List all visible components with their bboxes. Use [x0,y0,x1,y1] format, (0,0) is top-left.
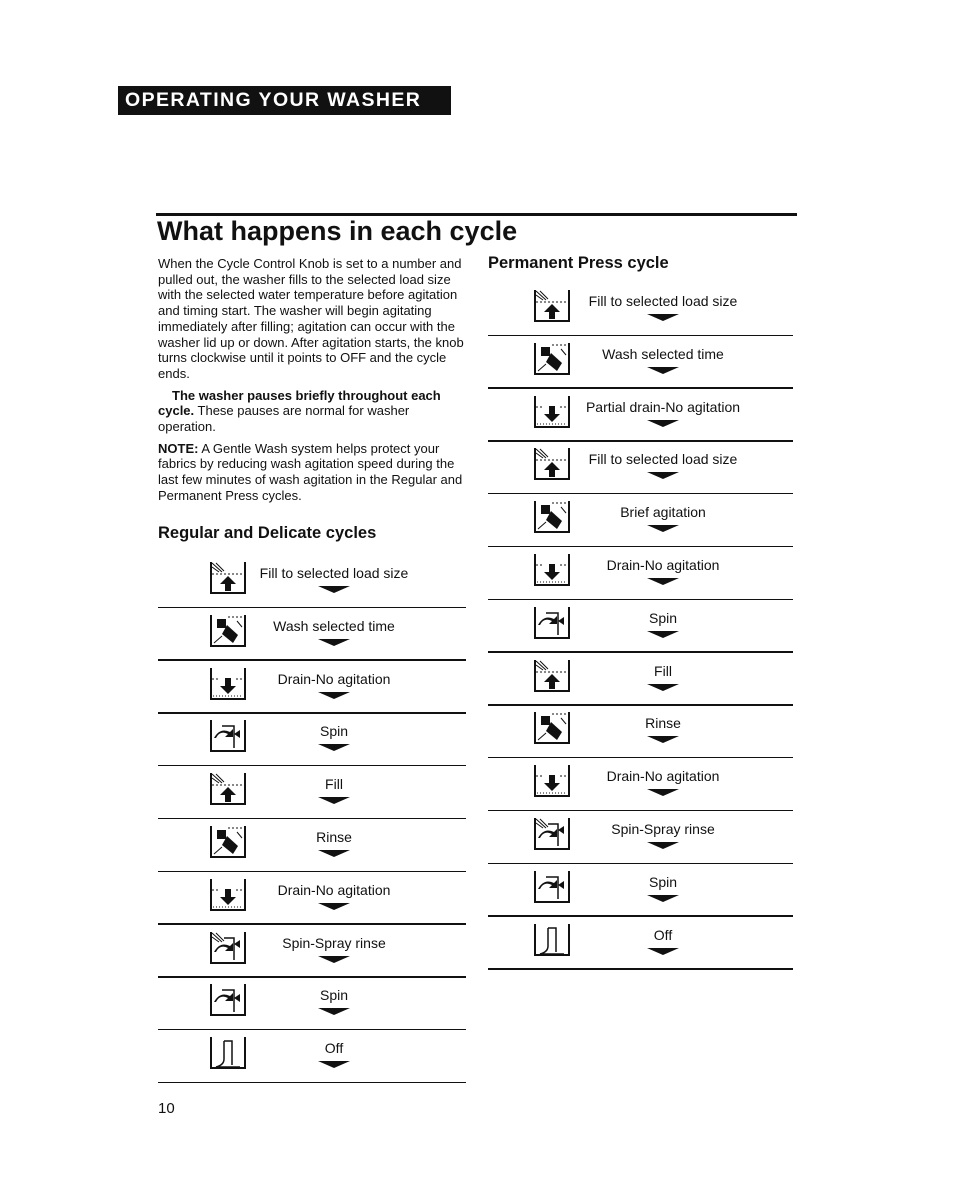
agitate-icon [532,499,572,535]
step-label: Off [653,926,673,943]
pause-note-text: These pauses are normal for washer operation. [158,403,410,435]
next-step-arrow [647,367,679,374]
agitate-icon [208,613,248,649]
step-label: Brief agitation [620,504,706,521]
next-step-arrow [318,744,350,751]
next-step-arrow [318,850,350,857]
spin-icon [208,718,248,754]
permanent-step-1 [488,283,793,336]
next-step-arrow [647,948,679,955]
permanent-step-9 [488,705,793,758]
fill-icon [208,560,248,596]
step-divider [158,1082,466,1084]
next-step-arrow [647,314,679,321]
step-label: Rinse [316,829,352,845]
spin-icon [532,869,572,905]
intro-paragraph-3 [158,441,466,504]
next-step-arrow [647,578,679,585]
regular-step-2 [158,608,466,661]
next-step-arrow [647,631,679,638]
page-number: 10 [158,1100,175,1117]
next-step-arrow [318,797,350,804]
step-label: Spin [319,723,349,740]
next-step-arrow [318,586,350,593]
step-label: Spin [648,609,678,626]
permanent-step-8 [488,653,793,706]
step-label: Drain-No agitation [277,881,391,898]
permanent-step-7 [488,600,793,653]
note-label: NOTE: [158,440,199,456]
next-step-arrow [647,842,679,849]
intro-paragraph-1: When the Cycle Control Knob is set to a number and pulled out, the washer fills to the selected load size with the selected water temperature before agitation and timing start. The washer will begin agitating immediately after filling; agitation can occur with the washer lid up or down. After agitation starts, the knob turns clockwise until it points to OFF and the cycle ends. [158,256,464,381]
pause-note-bold: The washer pauses briefly throughout each cycle. [158,387,441,419]
off-icon [208,1035,248,1071]
next-step-arrow [318,1061,350,1068]
step-label: Rinse [645,715,681,732]
fill-icon [532,658,572,694]
permanent-step-4 [488,441,793,494]
drain-icon [532,394,572,430]
note-text: A Gentle Wash system helps protect your fabrics by reducing wash agitation speed during the last few minutes of wash agitation in the Regular and Permanent Press cycles. [158,440,463,503]
step-divider [488,968,793,970]
regular-step-6 [158,819,466,872]
permanent-step-3 [488,389,793,442]
spin-spray-icon [532,816,572,852]
permanent-press-heading: Permanent Press cycle [488,254,669,272]
fill-icon [532,446,572,482]
regular-step-8 [158,925,466,978]
next-step-arrow [647,420,679,427]
drain-icon [532,552,572,588]
regular-step-9 [158,977,466,1030]
spin-icon [208,982,248,1018]
permanent-step-12 [488,864,793,917]
step-label: Spin-Spray rinse [282,934,386,951]
section-banner: OPERATING YOUR WASHER [118,86,451,115]
agitate-icon [208,824,248,860]
intro-text [158,256,466,504]
next-step-arrow [318,956,350,963]
step-label: Spin [648,873,678,890]
next-step-arrow [647,684,679,691]
next-step-arrow [318,639,350,646]
permanent-step-11 [488,811,793,864]
step-label: Drain-No agitation [606,768,720,785]
next-step-arrow [318,903,350,910]
permanent-step-5 [488,494,793,547]
spin-icon [532,605,572,641]
intro-paragraph-2 [158,388,466,435]
regular-step-4 [158,713,466,766]
permanent-step-10 [488,758,793,811]
permanent-step-2 [488,336,793,389]
step-label: Fill to selected load size [259,565,409,581]
step-label: Drain-No agitation [606,557,720,573]
drain-icon [208,666,248,702]
fill-icon [208,771,248,807]
step-label: Fill to selected load size [588,451,738,468]
step-label: Fill to selected load size [588,293,738,309]
drain-icon [532,763,572,799]
step-label: Spin [319,987,349,1004]
spin-spray-icon [208,930,248,966]
agitate-icon [532,710,572,746]
page-title: What happens in each cycle [157,216,518,246]
next-step-arrow [647,472,679,479]
regular-step-10 [158,1030,466,1083]
regular-step-1 [158,555,466,608]
regular-cycle-heading: Regular and Delicate cycles [158,524,377,542]
step-label: Wash selected time [602,345,724,362]
step-label: Off [324,1040,344,1057]
step-label: Fill [325,776,343,793]
fill-icon [532,288,572,324]
next-step-arrow [647,736,679,743]
agitate-icon [532,341,572,377]
step-label: Wash selected time [273,617,395,634]
permanent-step-6 [488,547,793,600]
drain-icon [208,877,248,913]
permanent-step-13 [488,917,793,970]
regular-step-7 [158,872,466,925]
step-label: Partial drain-No agitation [585,398,741,415]
regular-step-3 [158,661,466,714]
next-step-arrow [318,1008,350,1015]
step-label: Fill [654,662,672,679]
next-step-arrow [647,895,679,902]
off-icon [532,922,572,958]
next-step-arrow [647,525,679,532]
step-label: Drain-No agitation [277,670,391,687]
regular-step-5 [158,766,466,819]
step-label: Spin-Spray rinse [611,821,715,837]
next-step-arrow [318,692,350,699]
next-step-arrow [647,789,679,796]
